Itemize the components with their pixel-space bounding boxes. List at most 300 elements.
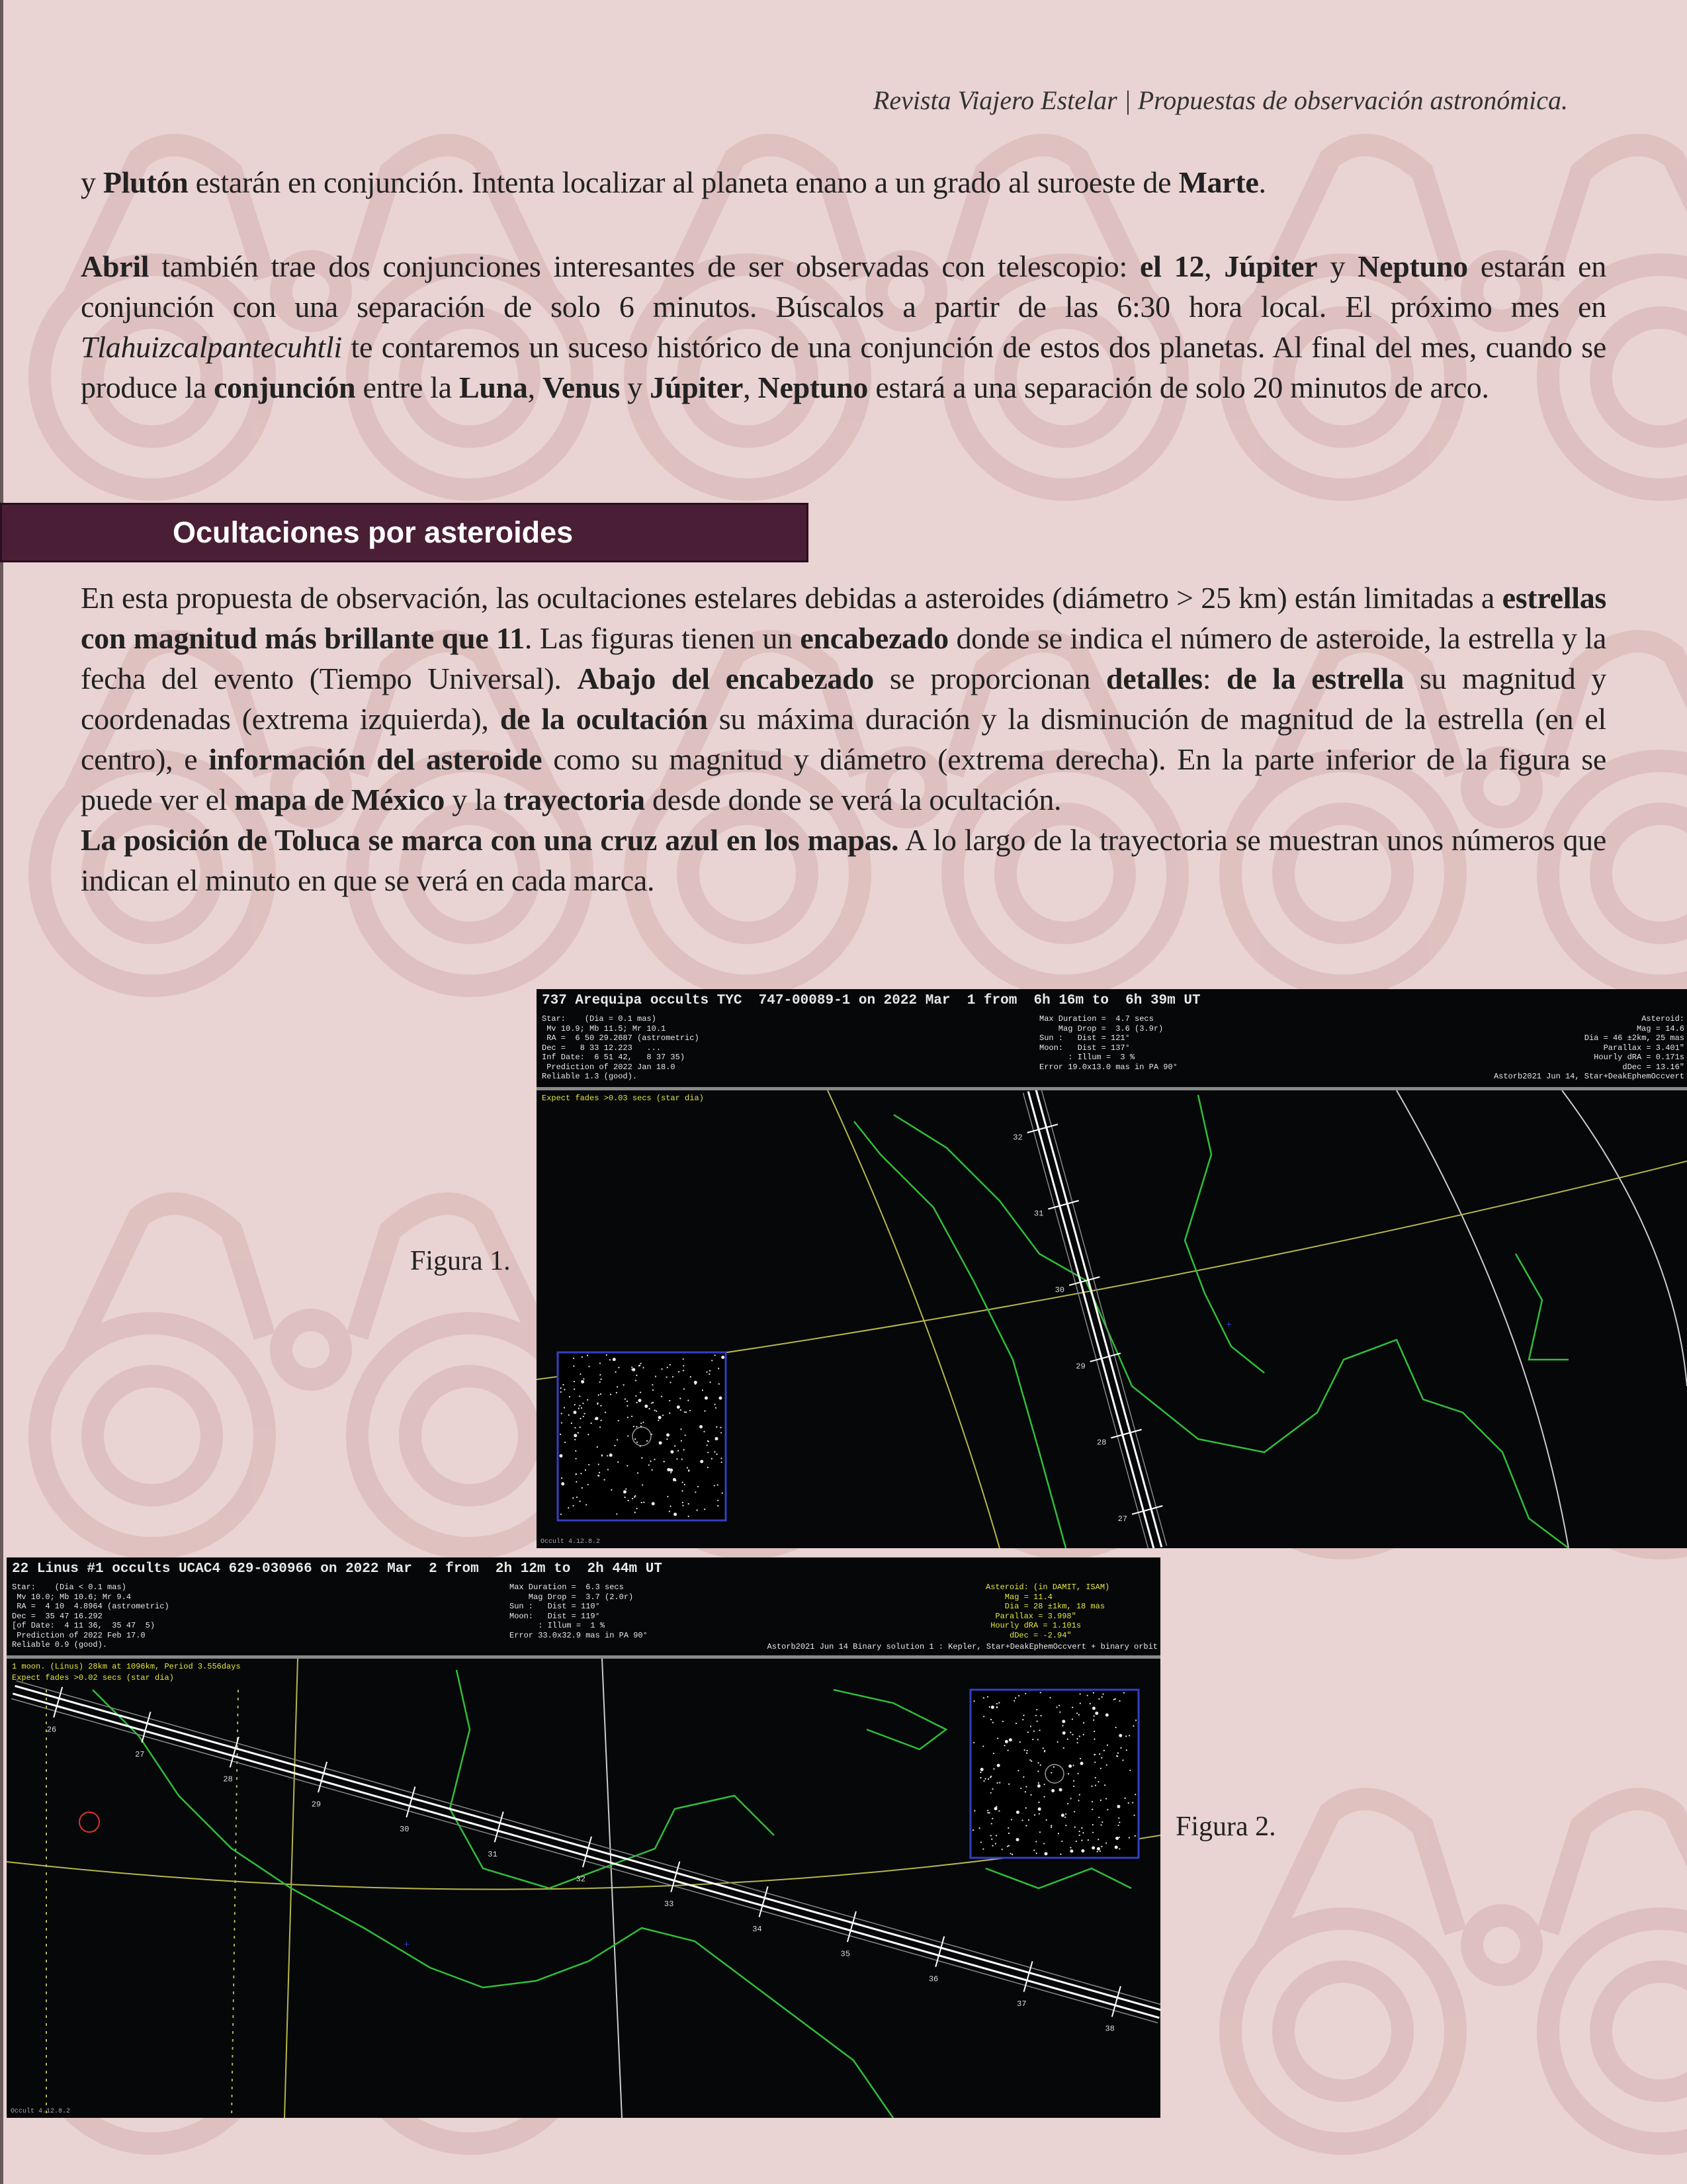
star — [1070, 1798, 1071, 1799]
paragraph — [81, 246, 1606, 408]
star — [666, 1376, 667, 1377]
star — [635, 1395, 636, 1397]
star — [1102, 1696, 1103, 1698]
coastline — [854, 1121, 1066, 1548]
star — [683, 1370, 684, 1371]
star — [599, 1381, 601, 1383]
star — [587, 1355, 588, 1356]
star — [982, 1849, 984, 1850]
star — [648, 1464, 650, 1465]
star — [990, 1719, 992, 1720]
star — [1072, 1718, 1073, 1720]
star — [595, 1417, 598, 1420]
star — [1093, 1692, 1094, 1694]
star — [582, 1403, 584, 1404]
bold-text: La posición de Toluca se marca con una cruz azul en los mapas. — [81, 823, 899, 857]
star — [1020, 1788, 1021, 1789]
star — [1043, 1784, 1045, 1785]
star — [603, 1479, 605, 1480]
star — [1119, 1837, 1120, 1838]
star — [662, 1415, 664, 1416]
star — [1106, 1765, 1107, 1766]
coastline — [834, 1690, 946, 1749]
star — [599, 1362, 601, 1364]
star — [578, 1432, 579, 1433]
star — [998, 1702, 1000, 1704]
star — [607, 1469, 609, 1470]
text-run: . — [1258, 165, 1266, 199]
star — [1008, 1833, 1010, 1834]
star — [1115, 1727, 1117, 1728]
star — [1065, 1825, 1066, 1826]
star — [984, 1778, 986, 1780]
section-header — [0, 503, 808, 562]
star — [1051, 1772, 1052, 1773]
star — [974, 1810, 975, 1812]
star — [990, 1776, 992, 1777]
star — [675, 1480, 676, 1481]
star — [1094, 1716, 1095, 1717]
star — [716, 1426, 717, 1428]
star — [993, 1753, 994, 1754]
text-run: . Las figuras tienen un — [524, 621, 800, 655]
star — [617, 1462, 619, 1463]
star — [1094, 1731, 1095, 1732]
star — [652, 1469, 653, 1471]
star — [1035, 1715, 1037, 1716]
star — [1040, 1765, 1041, 1766]
star — [670, 1381, 671, 1383]
event-details: Max Duration = 4.7 secs Mag Drop = 3.6 (3.9r) Sun : Dist = 121° Moon: Dist = 137° : Illum = 3 % Error 19.0x13.0 mas in PA 90° — [1039, 1014, 1178, 1072]
text-run: A lo largo de la trayectoria se muestran unos números que indican el minuto en que se verá en cada marca. — [81, 823, 1606, 897]
star — [1070, 1731, 1071, 1733]
section-title: Ocultaciones por asteroides — [173, 515, 574, 549]
star — [688, 1516, 689, 1517]
star — [628, 1500, 629, 1501]
star — [631, 1366, 632, 1368]
star — [1040, 1692, 1041, 1693]
star — [1053, 1767, 1055, 1768]
star — [720, 1427, 721, 1428]
star — [1023, 1715, 1024, 1716]
star — [667, 1367, 668, 1368]
star — [560, 1434, 561, 1435]
star — [1118, 1817, 1119, 1819]
star — [714, 1451, 715, 1452]
star — [987, 1696, 988, 1698]
star — [989, 1812, 990, 1813]
star — [714, 1404, 715, 1405]
minute-label: 36 — [928, 1974, 939, 1984]
star — [1028, 1819, 1029, 1821]
star — [1125, 1735, 1127, 1737]
star — [992, 1722, 994, 1724]
star — [1008, 1784, 1010, 1785]
star — [677, 1450, 679, 1452]
bold-text: de la ocultación — [499, 702, 708, 736]
star — [722, 1493, 723, 1494]
text-run: , — [1204, 249, 1225, 283]
star — [652, 1502, 655, 1505]
star — [1038, 1802, 1039, 1803]
star — [993, 1768, 994, 1769]
star — [564, 1389, 565, 1390]
star — [707, 1467, 709, 1468]
star — [652, 1384, 653, 1385]
minute-label: 28 — [1096, 1438, 1107, 1448]
star — [996, 1707, 998, 1708]
hinge — [281, 1320, 341, 1379]
text-run: , — [743, 371, 758, 404]
star — [990, 1792, 992, 1794]
star — [559, 1454, 562, 1458]
star — [560, 1391, 562, 1393]
star — [681, 1490, 683, 1491]
figure-1-caption: Figura 1. — [410, 1246, 511, 1276]
star — [1068, 1773, 1069, 1774]
star — [973, 1742, 974, 1743]
star — [978, 1827, 980, 1829]
bold-text: Marte — [1178, 165, 1259, 199]
star — [634, 1512, 636, 1513]
star — [1125, 1798, 1126, 1799]
star — [576, 1497, 578, 1498]
star — [673, 1512, 677, 1516]
star — [1040, 1715, 1041, 1716]
star — [1037, 1739, 1039, 1740]
star — [1091, 1786, 1092, 1787]
star — [561, 1413, 562, 1414]
star — [574, 1439, 576, 1440]
star — [1100, 1768, 1102, 1769]
star — [631, 1369, 632, 1370]
star — [627, 1417, 628, 1418]
star — [574, 1434, 577, 1437]
star — [575, 1458, 576, 1460]
star — [1083, 1734, 1084, 1735]
star — [718, 1368, 719, 1369]
star — [664, 1461, 665, 1462]
star — [709, 1381, 711, 1383]
star — [1076, 1742, 1078, 1743]
star — [1081, 1827, 1082, 1829]
star — [704, 1411, 705, 1412]
lens — [93, 1376, 212, 1495]
star — [1135, 1720, 1137, 1721]
star — [561, 1422, 562, 1423]
star — [1133, 1725, 1134, 1727]
star — [704, 1508, 705, 1510]
star — [1018, 1695, 1019, 1696]
star — [1098, 1817, 1100, 1818]
asteroid-details: Asteroid: (in DAMIT, ISAM) Mag = 11.4 Dia = 28 ±1km, 18 mas Parallax = 3.998" Hourly dRA = 1.101s dDec = -2.94" — [986, 1583, 1110, 1640]
star — [600, 1405, 601, 1407]
meridian — [828, 1090, 1000, 1548]
lens — [1548, 1919, 1687, 2144]
star — [606, 1354, 607, 1356]
star — [599, 1426, 601, 1428]
star — [640, 1363, 641, 1364]
text-run: se proporcionan — [874, 662, 1106, 695]
star — [1034, 1814, 1035, 1815]
text-run: , — [527, 371, 543, 404]
star — [635, 1379, 636, 1381]
star — [980, 1777, 981, 1778]
star — [714, 1354, 716, 1356]
star — [561, 1477, 562, 1479]
star — [1079, 1831, 1080, 1832]
star — [560, 1387, 562, 1389]
star — [1101, 1757, 1102, 1759]
star — [1092, 1824, 1094, 1825]
star — [1080, 1758, 1081, 1759]
star — [1012, 1854, 1013, 1855]
bold-text: Plutón — [103, 165, 189, 199]
star — [1117, 1753, 1119, 1754]
star — [999, 1782, 1000, 1783]
star — [1079, 1794, 1080, 1795]
star — [655, 1376, 656, 1377]
star — [584, 1413, 585, 1415]
star — [599, 1374, 601, 1376]
star — [992, 1845, 993, 1847]
star — [636, 1508, 637, 1509]
star — [583, 1378, 584, 1379]
star — [1037, 1721, 1038, 1722]
bold-text: Neptuno — [757, 371, 869, 404]
star — [615, 1372, 617, 1373]
star — [627, 1405, 628, 1407]
star — [658, 1420, 659, 1421]
star — [721, 1356, 724, 1359]
star — [583, 1416, 584, 1417]
star — [580, 1374, 581, 1375]
star — [1120, 1747, 1121, 1749]
star — [642, 1484, 643, 1485]
bold-text: de la estrella — [1227, 662, 1405, 695]
star — [695, 1491, 696, 1493]
star — [614, 1445, 615, 1446]
star — [1008, 1827, 1009, 1829]
star — [580, 1473, 582, 1474]
coastline — [1185, 1095, 1264, 1373]
star — [1010, 1853, 1011, 1854]
star — [674, 1445, 675, 1446]
minute-label: 28 — [223, 1774, 233, 1784]
star-field-inset — [558, 1352, 726, 1520]
minute-label: 32 — [1013, 1133, 1023, 1143]
star — [582, 1356, 583, 1358]
star — [714, 1485, 715, 1486]
star — [1073, 1786, 1074, 1787]
lens — [410, 1376, 529, 1495]
star — [1059, 1712, 1060, 1713]
star — [1017, 1770, 1019, 1771]
star — [636, 1375, 637, 1376]
star — [1078, 1772, 1079, 1774]
star — [634, 1438, 636, 1440]
star — [587, 1484, 589, 1485]
star — [987, 1810, 988, 1811]
star — [1037, 1762, 1039, 1763]
bold-text: Júpiter — [650, 371, 744, 404]
star — [996, 1835, 997, 1836]
star — [991, 1706, 994, 1709]
star — [709, 1370, 711, 1372]
bold-text: Abajo del encabezado — [577, 662, 875, 695]
figure-1-occultation-map — [537, 989, 1687, 1548]
minute-label: 35 — [840, 1949, 850, 1959]
star — [681, 1440, 682, 1442]
star — [650, 1460, 651, 1462]
star — [1088, 1839, 1089, 1841]
star — [581, 1380, 584, 1383]
bold-text: Júpiter — [1224, 249, 1318, 283]
star — [1015, 1697, 1016, 1698]
star — [987, 1812, 988, 1813]
star — [617, 1439, 618, 1440]
star — [605, 1412, 606, 1413]
star — [1105, 1798, 1107, 1800]
star — [618, 1367, 619, 1368]
star — [625, 1399, 626, 1400]
star — [997, 1764, 1000, 1767]
star — [990, 1835, 992, 1836]
star — [1072, 1765, 1074, 1766]
text-run: su máxima duración y la disminución de magnitud de la estrella (en el centro), e — [81, 702, 1606, 776]
star — [613, 1358, 616, 1361]
star — [1039, 1831, 1041, 1833]
star — [1049, 1697, 1051, 1698]
star — [1092, 1809, 1093, 1810]
star — [1039, 1813, 1040, 1814]
star — [1100, 1800, 1102, 1801]
star — [1064, 1817, 1066, 1818]
star — [1087, 1695, 1088, 1696]
star — [1076, 1712, 1078, 1714]
star — [1129, 1837, 1130, 1839]
star — [574, 1427, 576, 1428]
star — [1026, 1753, 1027, 1754]
intro-text — [81, 162, 1606, 408]
star — [1107, 1745, 1108, 1746]
star — [1061, 1841, 1062, 1842]
figure-title: 737 Arequipa occults TYC 747-00089-1 on 2022 Mar 1 from 6h 16m to 6h 39m UT — [542, 993, 1201, 1008]
minute-label: 30 — [400, 1825, 410, 1835]
star — [1062, 1731, 1066, 1735]
text-run: y — [620, 371, 650, 404]
star — [646, 1440, 648, 1442]
star — [588, 1464, 589, 1465]
star — [697, 1510, 698, 1511]
star — [573, 1366, 574, 1367]
star — [1037, 1770, 1039, 1772]
star — [1092, 1832, 1094, 1833]
star — [640, 1391, 641, 1393]
star — [703, 1431, 705, 1432]
star — [997, 1782, 998, 1784]
star — [676, 1458, 677, 1460]
star — [980, 1768, 984, 1771]
star — [1044, 1852, 1047, 1855]
star — [1095, 1712, 1098, 1715]
meridian — [1397, 1090, 1569, 1548]
text-run: y — [1317, 249, 1358, 283]
star — [1070, 1847, 1071, 1848]
star — [1063, 1747, 1064, 1749]
text-run: como su magnitud y diámetro (extrema derecha). En la parte inferior de la figura se puede ver el — [81, 742, 1606, 816]
star — [1128, 1802, 1129, 1804]
text-run: también trae dos conjunciones interesantes de ser observadas con telescopio: — [149, 249, 1141, 283]
star — [702, 1389, 703, 1391]
star — [642, 1367, 644, 1368]
paragraph — [81, 162, 1606, 202]
star — [572, 1497, 574, 1499]
star — [578, 1408, 580, 1409]
paragraph — [81, 578, 1606, 820]
star — [706, 1372, 707, 1373]
figure-header — [537, 989, 1687, 1090]
toluca-cross-icon: + — [404, 1939, 410, 1950]
figure-footer: Occult 4.12.8.2 — [11, 2107, 71, 2115]
star — [588, 1366, 589, 1367]
star — [600, 1379, 601, 1380]
star — [718, 1383, 720, 1385]
star — [1082, 1832, 1084, 1833]
star — [1105, 1843, 1107, 1844]
star — [666, 1433, 670, 1436]
minute-label: 33 — [664, 1900, 674, 1909]
lens — [1601, 1972, 1687, 2091]
star — [598, 1463, 599, 1465]
minute-label: 31 — [488, 1849, 497, 1859]
text-run: estarán en conjunción. Intenta localizar al planeta enano a un grado al suroeste de — [188, 165, 1179, 199]
star — [654, 1459, 655, 1460]
star — [1070, 1849, 1073, 1853]
star — [717, 1505, 718, 1507]
text-run: desde donde se verá la ocultación. — [644, 783, 1062, 816]
star — [568, 1415, 570, 1416]
star — [1051, 1789, 1055, 1792]
star — [669, 1510, 670, 1512]
star — [995, 1843, 996, 1845]
star — [1132, 1802, 1133, 1804]
star — [1068, 1765, 1072, 1768]
star — [1038, 1782, 1039, 1784]
star — [1094, 1754, 1096, 1755]
star — [1135, 1794, 1136, 1795]
star — [633, 1426, 634, 1427]
star — [679, 1398, 681, 1399]
figure-footer: Occult 4.12.8.2 — [541, 1538, 601, 1546]
star — [641, 1458, 642, 1459]
star — [992, 1788, 993, 1790]
star — [1083, 1722, 1084, 1724]
asteroid-details: Asteroid: Mag = 14.6 Dia = 46 ±2km, 25 mas Parallax = 3.401" Hourly dRA = 0.171s dDec = 13.16" Astorb2021 Jun 14, Star+DeakEphemOccvert — [1493, 1014, 1684, 1081]
italic-text: Tlahuizcalpantecuhtli — [81, 330, 342, 364]
minute-label: 37 — [1017, 1999, 1027, 2009]
minute-label: 31 — [1033, 1209, 1044, 1219]
star — [1005, 1740, 1008, 1743]
star — [651, 1403, 652, 1404]
star — [631, 1416, 632, 1417]
star — [579, 1395, 580, 1397]
star — [669, 1400, 670, 1401]
star — [974, 1700, 975, 1702]
star — [667, 1468, 670, 1471]
star — [1072, 1734, 1073, 1735]
star — [1080, 1702, 1081, 1704]
